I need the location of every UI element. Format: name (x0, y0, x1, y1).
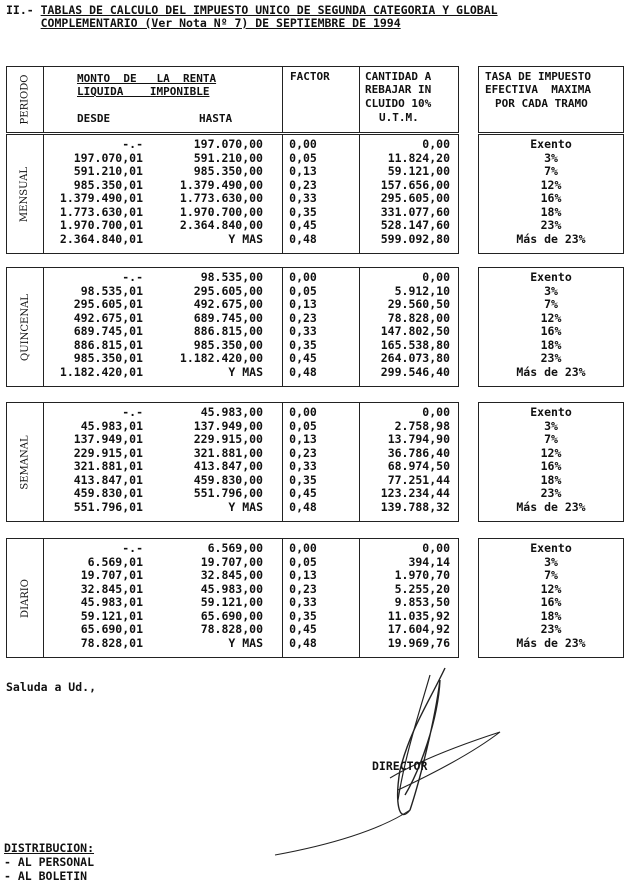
factor-cell: 0,35 (289, 608, 317, 623)
header-desde: DESDE (77, 112, 111, 125)
desde-cell: 32.845,01 (80, 581, 143, 596)
desde-cell: 321.881,01 (73, 459, 143, 473)
tasa-cell: 12% (540, 581, 562, 596)
factor-cell: 0,13 (289, 432, 317, 446)
factor-cell: 0,05 (289, 554, 317, 569)
hasta-cell: 886.815,00 (193, 324, 263, 338)
table-row (43, 152, 450, 166)
table-row (43, 406, 450, 420)
table-row (43, 206, 450, 220)
header-cantidad-line3: CLUIDO 10% (365, 97, 432, 110)
hasta-cell: 45.983,00 (200, 581, 263, 596)
hasta-cell: Y MAS (228, 635, 263, 650)
tasa-cell: Exento (530, 541, 572, 555)
cantidad-cell: 5.255,20 (394, 581, 450, 596)
hasta-cell: 19.707,00 (200, 554, 263, 569)
cantidad-cell: 0,00 (422, 137, 450, 151)
tasa-cell: 3% (544, 150, 558, 165)
table-row (43, 460, 450, 474)
tasa-cell: Más de 23% (516, 364, 586, 379)
tasa-header-line1: TASA DE IMPUESTO (485, 70, 591, 83)
cantidad-cell: 19.969,76 (387, 635, 450, 650)
tasa-header (478, 66, 624, 133)
factor-cell: 0,13 (289, 568, 317, 582)
desde-cell: 2.364.840,01 (59, 231, 143, 246)
header-monto-line1: MONTO DE LA RENTA (77, 72, 217, 85)
hasta-cell: 98.535,00 (200, 270, 263, 284)
cantidad-cell: 331.077,60 (380, 204, 450, 219)
tasa-header-line2: EFECTIVA MAXIMA (485, 83, 591, 96)
cantidad-cell: 299.546,40 (380, 364, 450, 379)
tasa-cell: 23% (540, 218, 562, 232)
factor-cell: 0,33 (289, 191, 317, 205)
desde-cell: 551.796,01 (73, 499, 143, 514)
hasta-cell: Y MAS (228, 231, 263, 246)
document-title (6, 4, 498, 30)
table-row (43, 325, 450, 339)
hasta-cell: 1.182.420,00 (179, 351, 263, 365)
header-cantidad-line2: REBAJAR IN (365, 83, 432, 96)
table-row (43, 192, 450, 206)
tasa-cell: 7% (544, 164, 558, 178)
factor-cell: 0,35 (289, 472, 317, 487)
cantidad-cell: 123.234,44 (380, 486, 450, 500)
hasta-cell: 229.915,00 (193, 432, 263, 446)
desde-cell: 1.182.420,01 (59, 364, 143, 379)
table-row (43, 433, 450, 447)
table-row (43, 179, 450, 193)
cantidad-cell: 147.802,50 (380, 324, 450, 338)
cantidad-cell: 78.828,00 (387, 310, 450, 325)
hasta-cell: 459.830,00 (193, 472, 263, 487)
desde-cell: 492.675,01 (73, 310, 143, 325)
desde-cell: 65.690,01 (80, 622, 143, 636)
hasta-cell: 689.745,00 (193, 310, 263, 325)
table-row (43, 420, 450, 434)
cantidad-cell: 264.073,80 (380, 351, 450, 365)
tasa-cell: 3% (544, 283, 558, 298)
desde-cell: -.- (122, 137, 143, 151)
factor-cell: 0,35 (289, 204, 317, 219)
desde-cell: -.- (122, 270, 143, 284)
hasta-cell: 65.690,00 (200, 608, 263, 623)
cantidad-cell: 528.147,60 (380, 218, 450, 232)
hasta-cell: 985.350,00 (193, 164, 263, 178)
tasa-cell: 23% (540, 622, 562, 636)
factor-cell: 0,45 (289, 351, 317, 365)
table-row (43, 366, 450, 380)
desde-cell: -.- (122, 405, 143, 419)
factor-cell: 0,23 (289, 581, 317, 596)
desde-cell: 985.350,01 (73, 177, 143, 192)
factor-cell: 0,23 (289, 445, 317, 460)
cantidad-cell: 9.853,50 (394, 595, 450, 609)
desde-cell: -.- (122, 541, 143, 555)
desde-cell: 985.350,01 (73, 351, 143, 365)
factor-cell: 0,48 (289, 499, 317, 514)
factor-cell: 0,13 (289, 164, 317, 178)
header-monto-line2: LIQUIDA IMPONIBLE (77, 85, 210, 98)
desde-cell: 229.915,01 (73, 445, 143, 460)
factor-cell: 0,00 (289, 541, 317, 555)
tasa-cell: 18% (540, 472, 562, 487)
header-factor: FACTOR (290, 70, 330, 83)
table-row (43, 556, 450, 570)
hasta-cell: Y MAS (228, 499, 263, 514)
hasta-cell: 78.828,00 (200, 622, 263, 636)
desde-cell: 459.830,01 (73, 486, 143, 500)
hasta-cell: 45.983,00 (200, 405, 263, 419)
hasta-cell: 321.881,00 (193, 445, 263, 460)
desde-cell: 45.983,01 (80, 418, 143, 433)
tasa-cell: 18% (540, 337, 562, 352)
desde-cell: 98.535,01 (80, 283, 143, 298)
desde-cell: 886.815,01 (73, 337, 143, 352)
cantidad-cell: 11.824,20 (387, 150, 450, 165)
tasa-cell: 3% (544, 554, 558, 569)
desde-cell: 6.569,01 (87, 554, 143, 569)
saluda-text: Saluda a Ud., (6, 680, 97, 694)
factor-cell: 0,45 (289, 218, 317, 232)
desde-cell: 78.828,01 (80, 635, 143, 650)
desde-cell: 591.210,01 (73, 164, 143, 178)
hasta-cell: 1.379.490,00 (179, 177, 263, 192)
hasta-cell: 6.569,00 (207, 541, 263, 555)
tasa-cell: 18% (540, 608, 562, 623)
tasa-header-line3: POR CADA TRAMO (495, 97, 588, 110)
tasa-cell: Más de 23% (516, 231, 586, 246)
desde-cell: 45.983,01 (80, 595, 143, 609)
factor-cell: 0,00 (289, 137, 317, 151)
distribucion-item-personal: - AL PERSONAL (4, 855, 95, 869)
table-block-semanal (6, 402, 459, 522)
cantidad-cell: 0,00 (422, 270, 450, 284)
desde-cell: 689.745,01 (73, 324, 143, 338)
cantidad-cell: 157.656,00 (380, 177, 450, 192)
table-row (43, 312, 450, 326)
cantidad-cell: 5.912,10 (394, 283, 450, 298)
cantidad-cell: 2.758,98 (394, 418, 450, 433)
header-periodo: PERIODO (19, 74, 31, 125)
hasta-cell: 32.845,00 (200, 568, 263, 582)
hasta-cell: Y MAS (228, 364, 263, 379)
cantidad-cell: 599.092,80 (380, 231, 450, 246)
factor-cell: 0,33 (289, 324, 317, 338)
cantidad-cell: 29.560,50 (387, 297, 450, 311)
cantidad-cell: 11.035,92 (387, 608, 450, 623)
factor-cell: 0,05 (289, 150, 317, 165)
hasta-cell: 1.970.700,00 (179, 204, 263, 219)
table-block-mensual (6, 134, 459, 254)
cantidad-cell: 68.974,50 (387, 459, 450, 473)
table-row (43, 501, 450, 515)
factor-cell: 0,05 (289, 283, 317, 298)
hasta-cell: 551.796,00 (193, 486, 263, 500)
tasa-cell: Exento (530, 137, 572, 151)
tasa-cell: 3% (544, 418, 558, 433)
cantidad-cell: 0,00 (422, 541, 450, 555)
factor-cell: 0,23 (289, 310, 317, 325)
cantidad-cell: 394,14 (408, 554, 450, 569)
tasa-block-quincenal (478, 267, 624, 387)
factor-cell: 0,05 (289, 418, 317, 433)
header-cantidad-line4: U.T.M. (379, 111, 419, 124)
cantidad-cell: 165.538,80 (380, 337, 450, 352)
cantidad-cell: 139.788,32 (380, 499, 450, 514)
table-block-diario (6, 538, 459, 658)
hasta-cell: 137.949,00 (193, 418, 263, 433)
tasa-cell: 16% (540, 324, 562, 338)
tasa-cell: 7% (544, 432, 558, 446)
factor-cell: 0,35 (289, 337, 317, 352)
tasa-cell: 23% (540, 351, 562, 365)
tasa-cell: 16% (540, 595, 562, 609)
cantidad-cell: 1.970,70 (394, 568, 450, 582)
title-line2: COMPLEMENTARIO (Ver Nota Nº 7) DE SEPTIEMBRE DE 1994 (40, 16, 401, 30)
tasa-cell: 12% (540, 310, 562, 325)
factor-cell: 0,48 (289, 364, 317, 379)
cantidad-cell: 295.605,00 (380, 191, 450, 205)
table-row (43, 339, 450, 353)
title-prefix: II.- (6, 3, 41, 17)
hasta-cell: 985.350,00 (193, 337, 263, 352)
table-row (43, 583, 450, 597)
tasa-cell: Exento (530, 270, 572, 284)
table-row (43, 447, 450, 461)
cantidad-cell: 0,00 (422, 405, 450, 419)
table-row (43, 474, 450, 488)
tasa-cell: Más de 23% (516, 499, 586, 514)
table-row (43, 487, 450, 501)
factor-cell: 0,48 (289, 231, 317, 246)
hasta-cell: 1.773.630,00 (179, 191, 263, 205)
distribucion-label: DISTRIBUCION: (4, 841, 95, 855)
hasta-cell: 59.121,00 (200, 595, 263, 609)
factor-cell: 0,45 (289, 622, 317, 636)
cantidad-cell: 36.786,40 (387, 445, 450, 460)
hasta-cell: 2.364.840,00 (179, 218, 263, 232)
factor-cell: 0,00 (289, 270, 317, 284)
hasta-cell: 492.675,00 (193, 297, 263, 311)
tasa-cell: Exento (530, 405, 572, 419)
factor-cell: 0,13 (289, 297, 317, 311)
hasta-cell: 591.210,00 (193, 150, 263, 165)
desde-cell: 1.773.630,01 (59, 204, 143, 219)
desde-cell: 1.379.490,01 (59, 191, 143, 205)
director-label: DIRECTOR (372, 759, 428, 773)
table-row (43, 233, 450, 247)
desde-cell: 137.949,01 (73, 432, 143, 446)
factor-cell: 0,33 (289, 595, 317, 609)
desde-cell: 197.070,01 (73, 150, 143, 165)
distribucion-item-boletin: - AL BOLETIN (4, 869, 88, 883)
tasa-cell: 23% (540, 486, 562, 500)
periodo-label: DIARIO (19, 578, 31, 618)
desde-cell: 413.847,01 (73, 472, 143, 487)
tasa-cell: 7% (544, 297, 558, 311)
periodo-label: MENSUAL (19, 166, 31, 222)
table-row (43, 271, 450, 285)
title-line1: TABLAS DE CALCULO DEL IMPUESTO UNICO DE SEGUNDA CATEGORIA Y GLOBAL (40, 3, 498, 17)
hasta-cell: 197.070,00 (193, 137, 263, 151)
factor-cell: 0,48 (289, 635, 317, 650)
cantidad-cell: 77.251,44 (387, 472, 450, 487)
cantidad-cell: 17.604,92 (387, 622, 450, 636)
periodo-label: QUINCENAL (19, 293, 31, 361)
table-row (43, 569, 450, 583)
table-row (43, 542, 450, 556)
tasa-cell: 7% (544, 568, 558, 582)
table-block-quincenal (6, 267, 459, 387)
table-row (43, 285, 450, 299)
tasa-cell: 18% (540, 204, 562, 219)
tasa-cell: 16% (540, 459, 562, 473)
table-row (43, 637, 450, 651)
desde-cell: 295.605,01 (73, 297, 143, 311)
cantidad-cell: 59.121,00 (387, 164, 450, 178)
tasa-cell: Más de 23% (516, 635, 586, 650)
tasa-cell: 12% (540, 445, 562, 460)
header-cantidad-line1: CANTIDAD A (365, 70, 432, 83)
table-row (43, 219, 450, 233)
factor-cell: 0,23 (289, 177, 317, 192)
tasa-cell: 12% (540, 177, 562, 192)
periodo-label: SEMANAL (19, 434, 31, 490)
cantidad-cell: 13.794,90 (387, 432, 450, 446)
table-row (43, 138, 450, 152)
tasa-block-diario (478, 538, 624, 658)
desde-cell: 1.970.700,01 (59, 218, 143, 232)
table-row (43, 165, 450, 179)
hasta-cell: 295.605,00 (193, 283, 263, 298)
table-header (6, 66, 459, 133)
table-row (43, 623, 450, 637)
factor-cell: 0,45 (289, 486, 317, 500)
factor-cell: 0,33 (289, 459, 317, 473)
table-row (43, 596, 450, 610)
desde-cell: 19.707,01 (80, 568, 143, 582)
table-row (43, 610, 450, 624)
factor-cell: 0,00 (289, 405, 317, 419)
tasa-cell: 16% (540, 191, 562, 205)
header-hasta: HASTA (199, 112, 233, 125)
tasa-block-mensual (478, 134, 624, 254)
tasa-block-semanal (478, 402, 624, 522)
hasta-cell: 413.847,00 (193, 459, 263, 473)
desde-cell: 59.121,01 (80, 608, 143, 623)
table-row (43, 298, 450, 312)
table-row (43, 352, 450, 366)
